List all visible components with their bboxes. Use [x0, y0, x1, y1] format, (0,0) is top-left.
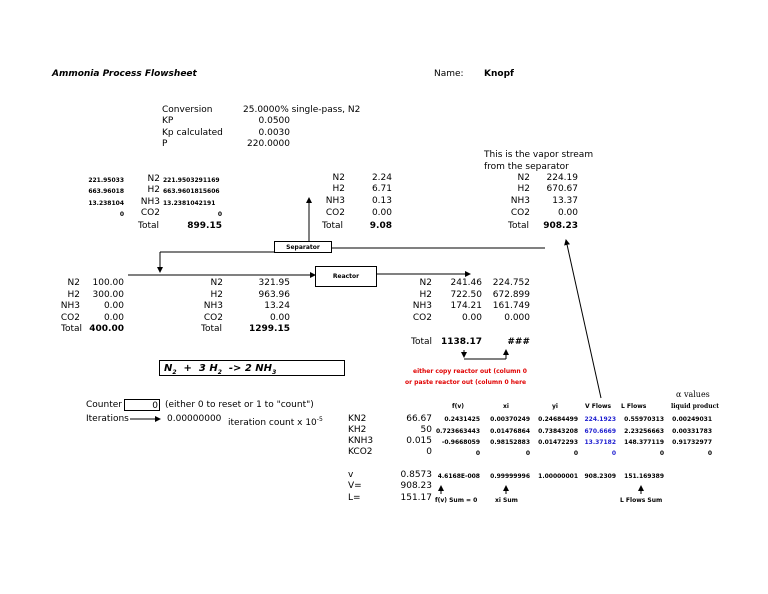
- cell-value[interactable]: 0.91732977: [672, 439, 712, 446]
- name-value: Knopf: [484, 69, 514, 79]
- component-label: CO2: [140, 208, 160, 218]
- L-value[interactable]: 151.17: [400, 493, 432, 503]
- cell-value[interactable]: 0.00: [103, 301, 124, 311]
- cell-value[interactable]: 221.9503291169: [163, 177, 220, 184]
- cell-value[interactable]: 0: [611, 450, 616, 457]
- vflow-sum[interactable]: 908.2309: [584, 473, 616, 480]
- cell-value[interactable]: 13.37: [552, 196, 578, 206]
- cell-value[interactable]: 13.2381042191: [163, 200, 216, 207]
- alpha-header: α values: [676, 390, 710, 399]
- total-label: Total: [322, 221, 344, 231]
- cell-value[interactable]: 0.55970313: [624, 416, 664, 423]
- total-label: Total: [61, 324, 83, 334]
- cell-value[interactable]: 0.00: [461, 313, 482, 323]
- eq-sub: 2: [217, 369, 222, 376]
- cell-value[interactable]: 663.96018: [88, 188, 124, 195]
- component-label: CO2: [412, 313, 432, 323]
- vapor-note: from the separator: [484, 162, 569, 172]
- cell-value[interactable]: 0: [119, 211, 124, 218]
- cell-value[interactable]: 0: [573, 450, 578, 457]
- cell-value[interactable]: 0.01476864: [490, 428, 530, 435]
- yi-sum[interactable]: 1.00000001: [538, 473, 578, 480]
- column-header: f(v): [452, 403, 465, 410]
- iterations-label: Iterations: [86, 414, 129, 424]
- cell-value[interactable]: 672.899: [492, 290, 530, 300]
- cell-value[interactable]: 0: [707, 450, 712, 457]
- cell-value[interactable]: 0.00331783: [672, 428, 712, 435]
- cell-value[interactable]: 0.2431425: [444, 416, 480, 423]
- component-label: NH3: [510, 196, 530, 206]
- total-value[interactable]: 1138.17: [441, 337, 482, 347]
- param-label: Kp calculated: [162, 128, 223, 138]
- total-value[interactable]: 899.15: [187, 221, 222, 231]
- counter-label: Counter: [86, 400, 122, 410]
- cell-value[interactable]: 0.00: [103, 313, 124, 323]
- cell-value[interactable]: 0.00249031: [672, 416, 712, 423]
- cell-value[interactable]: 0.01472293: [538, 439, 578, 446]
- total-label: Total: [138, 221, 160, 231]
- cell-value[interactable]: 0.00: [269, 313, 290, 323]
- cell-value[interactable]: 0: [475, 450, 480, 457]
- k-value[interactable]: 50: [420, 425, 432, 435]
- component-label: CO2: [60, 313, 80, 323]
- total-value[interactable]: ###: [507, 337, 530, 347]
- total-value[interactable]: 1299.15: [249, 324, 290, 334]
- row-label: KN2: [348, 414, 367, 424]
- eq-h2: 3 H: [198, 363, 218, 374]
- cell-value[interactable]: 2.23256663: [624, 428, 664, 435]
- cell-value[interactable]: 0: [217, 211, 222, 218]
- total-label: Total: [508, 221, 530, 231]
- param-value[interactable]: 25.0000% single-pass, N2: [243, 105, 361, 115]
- cell-value[interactable]: 13.238104: [88, 200, 124, 207]
- L-label: L=: [348, 493, 361, 503]
- cell-value[interactable]: 722.50: [450, 290, 482, 300]
- cell-value[interactable]: 0.723663443: [435, 428, 480, 435]
- copy-note: or paste reactor out (column 0 here: [405, 379, 527, 386]
- param-label: KP: [162, 116, 174, 126]
- cell-value[interactable]: 0: [525, 450, 530, 457]
- xi-sum-label: xi Sum: [495, 497, 518, 504]
- column-header: V Flows: [585, 403, 612, 410]
- cell-value[interactable]: 0.98152883: [490, 439, 530, 446]
- cell-value[interactable]: 0.00: [371, 208, 392, 218]
- cell-value[interactable]: 300.00: [92, 290, 124, 300]
- component-label: H2: [517, 184, 530, 194]
- cell-value[interactable]: 2.24: [371, 173, 392, 183]
- param-value[interactable]: 220.0000: [247, 139, 290, 149]
- total-value[interactable]: 400.00: [89, 324, 124, 334]
- V-label: V=: [348, 481, 362, 491]
- copy-note: either copy reactor out (column 0: [413, 368, 527, 375]
- component-label: H2: [332, 184, 345, 194]
- component-label: H2: [210, 290, 223, 300]
- total-value[interactable]: 908.23: [543, 221, 578, 231]
- page-title: Ammonia Process Flowsheet: [52, 69, 197, 79]
- k-value[interactable]: 0.015: [406, 436, 432, 446]
- lflows-sum-label: L Flows Sum: [620, 497, 663, 504]
- cell-value[interactable]: 0.000: [504, 313, 530, 323]
- component-label: H2: [419, 290, 432, 300]
- cell-value[interactable]: 161.749: [492, 301, 530, 311]
- total-value[interactable]: 9.08: [369, 221, 392, 231]
- cell-value[interactable]: 963.96: [258, 290, 290, 300]
- cell-value[interactable]: 670.6669: [584, 428, 616, 435]
- component-label: N2: [147, 174, 160, 184]
- cell-value[interactable]: -0.9668059: [441, 439, 480, 446]
- cell-value[interactable]: 224.752: [492, 278, 530, 288]
- cell-value[interactable]: 148.377119: [624, 439, 664, 446]
- param-value[interactable]: 0.0030: [258, 128, 290, 138]
- v-value[interactable]: 0.8573: [400, 470, 432, 480]
- separator-box[interactable]: Separator: [274, 241, 332, 253]
- component-label: NH3: [60, 301, 80, 311]
- k-value[interactable]: 0: [426, 447, 432, 457]
- cell-value[interactable]: 0: [659, 450, 664, 457]
- cell-value[interactable]: 224.19: [546, 173, 578, 183]
- cell-value[interactable]: 13.37182: [584, 439, 616, 446]
- lflow-sum[interactable]: 151.169389: [624, 473, 664, 480]
- param-value[interactable]: 0.0500: [258, 116, 290, 126]
- component-label: N2: [210, 278, 223, 288]
- k-value[interactable]: 66.67: [406, 414, 432, 424]
- cell-value[interactable]: 0.24684499: [538, 416, 578, 423]
- component-label: N2: [517, 173, 530, 183]
- cell-value[interactable]: 224.1923: [584, 416, 616, 423]
- component-label: NH3: [412, 301, 432, 311]
- row-label: KCO2: [348, 447, 373, 457]
- cell-value[interactable]: 0.13: [371, 196, 392, 206]
- fv-sum[interactable]: 4.6168E-008: [437, 473, 480, 480]
- cell-value[interactable]: 0.00: [557, 208, 578, 218]
- counter-note: (either 0 to reset or 1 to "count"): [165, 400, 314, 410]
- eq-plus: +: [183, 363, 192, 374]
- counter-input[interactable]: 0: [124, 399, 160, 411]
- iterations-exponent: -5: [316, 416, 323, 423]
- component-label: H2: [67, 290, 80, 300]
- component-label: N2: [419, 278, 432, 288]
- cell-value[interactable]: 221.95033: [88, 177, 124, 184]
- name-label: Name:: [434, 69, 464, 79]
- cell-value[interactable]: 0.73843208: [538, 428, 578, 435]
- component-label: CO2: [510, 208, 530, 218]
- component-label: CO2: [325, 208, 345, 218]
- cell-value[interactable]: 663.9601815606: [163, 188, 220, 195]
- fv-sum-label: f(v) Sum = 0: [435, 497, 478, 504]
- param-label: Conversion: [162, 105, 213, 115]
- iterations-note-text: iteration count x 10: [228, 418, 317, 428]
- column-header: L Flows: [621, 403, 647, 410]
- column-header: yi: [552, 403, 558, 410]
- cell-value[interactable]: 670.67: [546, 184, 578, 194]
- vapor-note: This is the vapor stream: [484, 150, 594, 160]
- eq-n2: N: [164, 363, 173, 374]
- eq-sub: 2: [172, 369, 177, 376]
- eq-arrow: -> 2 NH: [228, 363, 273, 374]
- V-value[interactable]: 908.23: [400, 481, 432, 491]
- cell-value[interactable]: 241.46: [450, 278, 482, 288]
- cell-value[interactable]: 0.00370249: [490, 416, 530, 423]
- column-header: liquid product: [671, 403, 720, 410]
- component-label: N2: [332, 173, 345, 183]
- xi-sum[interactable]: 0.99999996: [490, 473, 530, 480]
- total-label: Total: [201, 324, 223, 334]
- component-label: NH3: [203, 301, 223, 311]
- iterations-note: [228, 414, 323, 429]
- component-label: CO2: [203, 313, 223, 323]
- component-label: H2: [147, 185, 160, 195]
- cell-value[interactable]: 100.00: [92, 278, 124, 288]
- reaction-equation: [159, 360, 345, 376]
- cell-value[interactable]: 321.95: [258, 278, 290, 288]
- row-label: KH2: [348, 425, 367, 435]
- component-label: N2: [67, 278, 80, 288]
- iterations-value[interactable]: 0.00000000: [167, 414, 222, 424]
- total-label: Total: [411, 337, 433, 347]
- param-label: P: [162, 139, 168, 149]
- component-label: NH3: [325, 196, 345, 206]
- row-label: KNH3: [348, 436, 374, 446]
- cell-value[interactable]: 6.71: [371, 184, 392, 194]
- cell-value[interactable]: 174.21: [450, 301, 482, 311]
- column-header: xi: [503, 403, 509, 410]
- eq-sub: 3: [272, 369, 277, 376]
- component-label: NH3: [140, 197, 160, 207]
- v-label: v: [348, 470, 354, 480]
- cell-value[interactable]: 13.24: [264, 301, 290, 311]
- reactor-box[interactable]: Reactor: [315, 266, 377, 287]
